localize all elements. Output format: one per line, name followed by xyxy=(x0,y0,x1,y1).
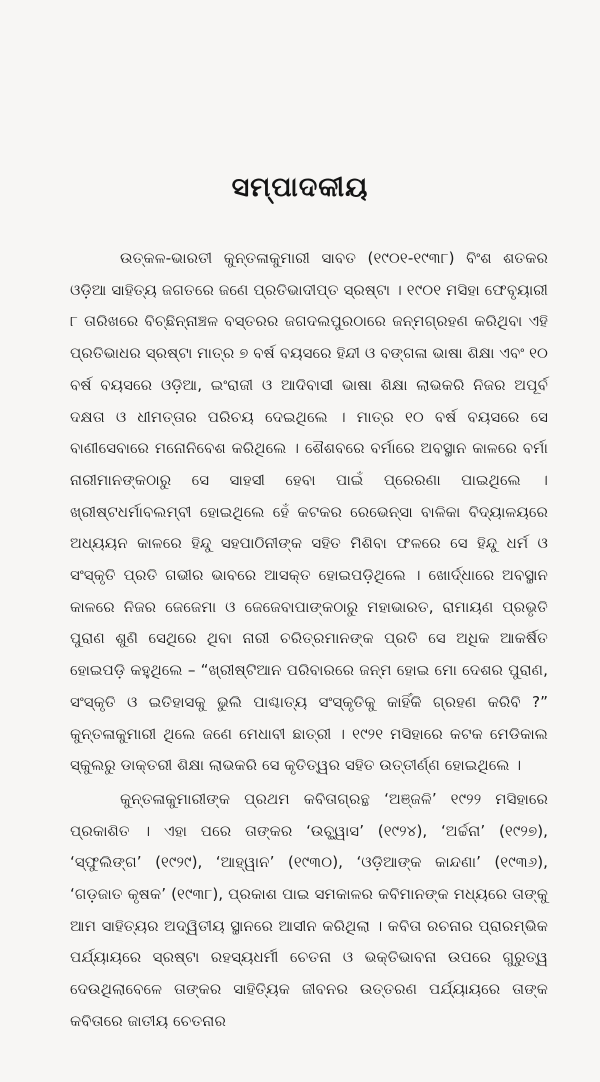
page-title: ସମ୍ପାଦକୀୟ xyxy=(231,172,369,203)
paragraph-2: କୁନ୍ତଳାକୁମାରୀଙ୍କ ପ୍ରଥମ କବିତାଗ୍ରନ୍ଥ ‘ଅଞ୍ଜଳି’ ୧୯୨୨ ମସିହାରେ ପ୍ରକାଶିତ । ଏହା ପରେ ତାଙ୍କର ‘ଉଚ୍ଛ୍ୱାସ’ (୧୯୨୪), ‘ଅର୍ଚ୍ଚନା’ (୧୯୨୭), ‘ସ୍ଫୁଲିଙ୍ଗ’ (୧୯୨୯), ‘ଆହ୍ୱାନ’ (୧୯୩୦), ‘ଓଡ଼ିଆଙ୍କ କାନ୍ଦଣା’ (୧୯୩୬), ‘ଗଡ଼ଜାତ କୃଷକ’ (୧୯୩୮), ପ୍ରକାଶ ପାଇ ସମକାଳର କବିମାନଙ୍କ ମଧ୍ୟରେ ତାଙ୍କୁ ଆମ ସାହିତ୍ୟର ଅଦ୍ୱିତୀୟ ସ୍ଥାନରେ ଆସୀନ କରିଥିଲା । କବିତା ରଚନାର ପ୍ରାରମ୍ଭିକ ପର୍ଯ୍ୟାୟରେ ସ୍ରଷ୍ଟା ରହସ୍ୟଧର୍ମୀ ଚେତନା ଓ ଭକ୍ତିଭାବନା ଉପରେ ଗୁରୁତ୍ୱ ଦେଉଥିଲାବେଳେ ତାଙ୍କର ସାହିତ୍ୟିକ ଜୀବନର ଉତ୍ତରଣ ପର୍ଯ୍ୟାୟରେ ତାଙ୍କ କବିତାରେ ଜାତୀୟ ଚେତନାର xyxy=(70,789,548,1030)
body-text xyxy=(70,243,548,1038)
paragraph-1: ଉତ୍କଳ-ଭାରତୀ କୁନ୍ତଳାକୁମାରୀ ସାବତ (୧୯୦୧-୧୯୩୮) ବିଂଶ ଶତକର ଓଡ଼ିଆ ସାହିତ୍ୟ ଜଗତରେ ଜଣେ ପ୍ରତିଭାଦୀପ୍ତ ସ୍ରଷ୍ଟା । ୧୯୦୧ ମସିହା ଫେବୃୟାରୀ ୮ ତାରିଖରେ ବିଚ୍ଛିନ୍ନାଞ୍ଚଳ ବସ୍ତରର ଜଗଦଲପୁରଠାରେ ଜନ୍ମଗ୍ରହଣ କରିଥିବା ଏହି ପ୍ରତିଭାଧର ସ୍ରଷ୍ଟା ମାତ୍ର ୭ ବର୍ଷ ବୟସରେ ହିନ୍ଦୀ ଓ ବଙ୍ଗଳା ଭାଷା ଶିକ୍ଷା ଏବଂ ୧୦ ବର୍ଷ ବୟସରେ ଓଡ଼ିଆ, ଇଂରାଜୀ ଓ ଆଦିବାସୀ ଭାଷା ଶିକ୍ଷା ଲାଭକରି ନିଜର ଅପୂର୍ବ ଦକ୍ଷତା ଓ ଧୀମତ୍ତାର ପରିଚୟ ଦେଇଥିଲେ । ମାତ୍ର ୧୦ ବର୍ଷ ବୟସରେ ସେ ବାଣୀସେବାରେ ମନୋନିବେଶ କରିଥିଲେ । ଶୈଶବରେ ବର୍ମାରେ ଅବସ୍ଥାନ କାଳରେ ବର୍ମା ନାରୀମାନଙ୍କଠାରୁ ସେ ସାହସୀ ହେବା ପାଇଁ ପ୍ରେରଣା ପାଇଥିଲେ । ଖ୍ରୀଷ୍ଟଧର୍ମାବଲମ୍ବୀ ହୋଇଥିଲେ ହେଁ କଟକର ରେଭେନ୍‌ସା ବାଳିକା ବିଦ୍ୟାଳୟରେ ଅଧ୍ୟୟନ କାଳରେ ହିନ୍ଦୁ ସହପାଠିନୀଙ୍କ ସହିତ ମିଶିବା ଫଳରେ ସେ ହିନ୍ଦୁ ଧର୍ମ ଓ ସଂସ୍କୃତି ପ୍ରତି ଗଭୀର ଭାବରେ ଆସକ୍ତ ହୋଇପଡ଼ିଥିଲେ । ଖୋର୍ଦ୍ଧାରେ ଅବସ୍ଥାନ କାଳରେ ନିଜର ଜେଜେମା ଓ ଜେଜେବାପାଙ୍କଠାରୁ ମହାଭାରତ, ରାମାୟଣ ପ୍ରଭୃତି ପୁରାଣ ଶୁଣି ସେଥିରେ ଥିବା ନାରୀ ଚରିତ୍ରମାନଙ୍କ ପ୍ରତି ସେ ଅଧିକ ଆକର୍ଷିତ ହୋଇପଡ଼ି କହୁଥିଲେ – “ଖ୍ରୀଷ୍ଟିଆନ ପରିବାରରେ ଜନ୍ମ ହୋଇ ମୋ ଦେଶର ପୁରାଣ, ସଂସ୍କୃତି ଓ ଇତିହାସକୁ ଭୁଲି ପାଶ୍ଚାତ୍ୟ ସଂସ୍କୃତିକୁ କାହିଁକି ଗ୍ରହଣ କରିବି ?” କୁନ୍ତଳାକୁମାରୀ ଥିଲେ ଜଣେ ମେଧାବୀ ଛାତ୍ରୀ । ୧୯୨୧ ମସିହାରେ କଟକ ମେଡିକାଲ ସ୍କୁଲରୁ ଡାକ୍ତରୀ ଶିକ୍ଷା ଲାଭକରି ସେ କୃତିତ୍ୱର ସହିତ ଉତ୍ତୀର୍ଣ୍ଣ ହୋଇଥିଲେ । xyxy=(70,249,548,775)
